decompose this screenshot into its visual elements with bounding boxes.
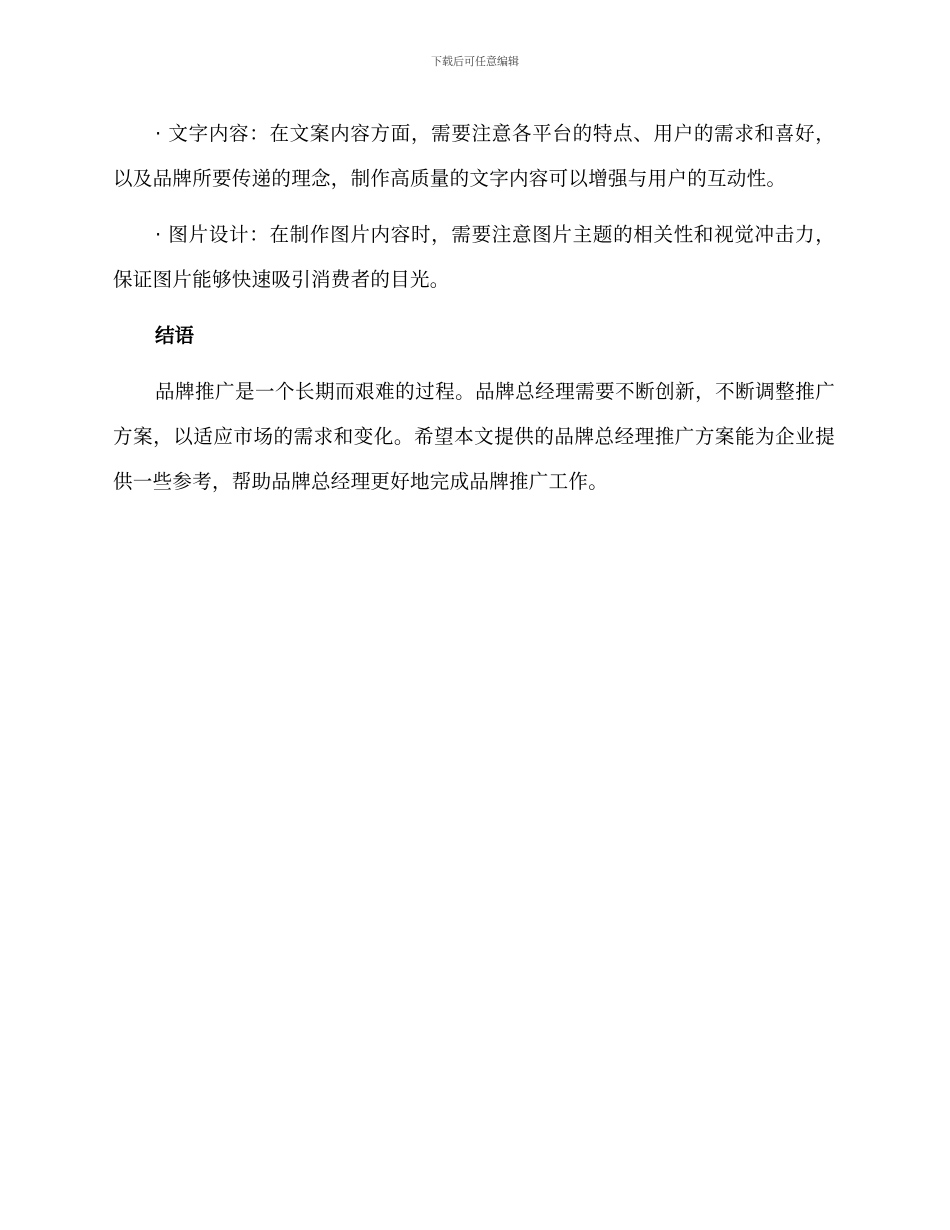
conclusion-heading: 结语 xyxy=(155,324,195,347)
page-header: 下载后可任意编辑 xyxy=(431,55,519,68)
image-design-paragraph: · 图片设计：在制作图片内容时，需要注意图片主题的相关性和视觉冲击力，保证图片能够快速吸引消费者的目光。 xyxy=(113,223,835,291)
conclusion-paragraph: 品牌推广是一个长期而艰难的过程。品牌总经理需要不断创新，不断调整推广方案，以适应市场的需求和变化。希望本文提供的品牌总经理推广方案能为企业提供一些参考，帮助品牌总经理更好地完成品牌推广工作。 xyxy=(113,380,835,493)
text-content-paragraph: · 文字内容：在文案内容方面，需要注意各平台的特点、用户的需求和喜好，以及品牌所要传递的理念，制作高质量的文字内容可以增强与用户的互动性。 xyxy=(113,122,835,190)
document-body xyxy=(113,111,835,504)
